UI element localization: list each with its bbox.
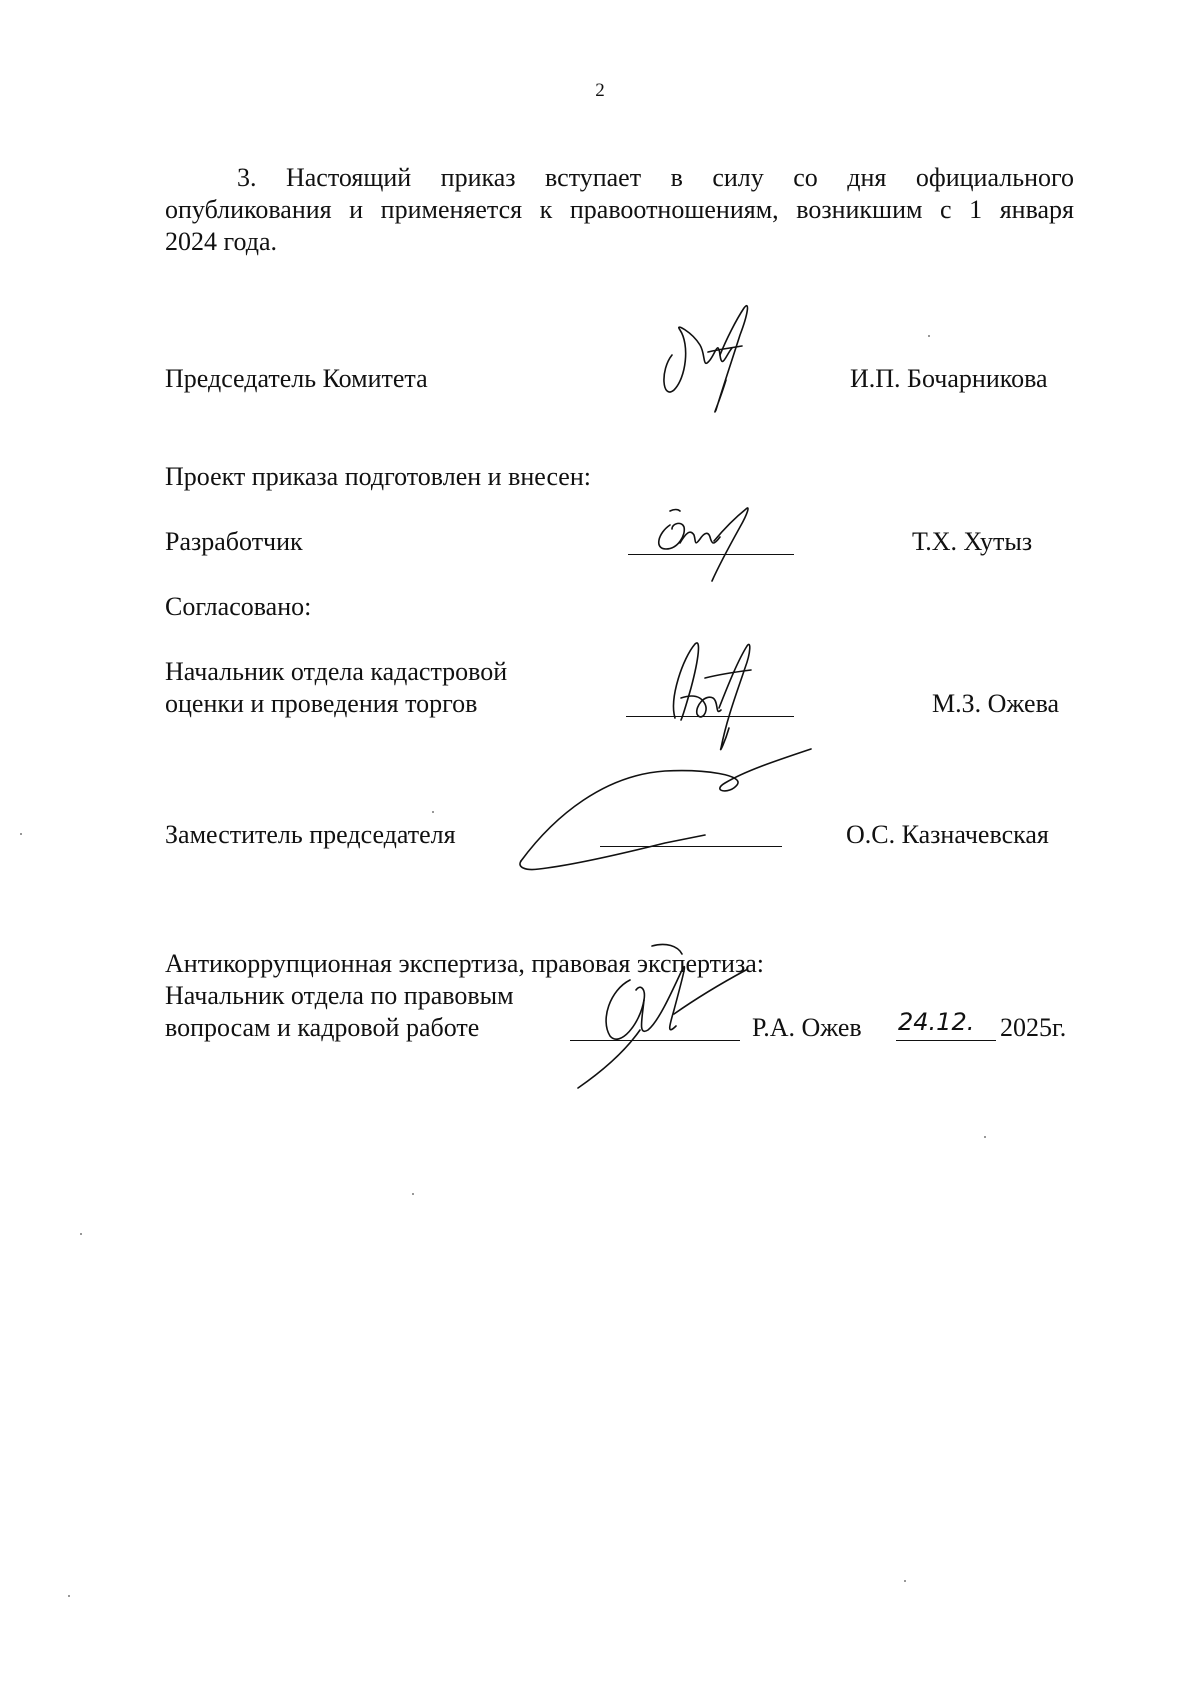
scan-speck — [928, 335, 930, 337]
chairman-title: Председатель Комитета — [165, 364, 428, 393]
cadastral-head-signature — [665, 638, 775, 753]
cadastral-head-name: М.З. Ожева — [932, 689, 1060, 718]
expertise-name: Р.А. Ожев — [752, 1013, 862, 1042]
scan-speck — [20, 833, 22, 835]
cadastral-head-title-line2: оценки и проведения торгов — [165, 689, 478, 718]
deputy-title: Заместитель председателя — [165, 820, 456, 849]
deputy-name: О.С. Казначевская — [846, 820, 1049, 849]
scan-speck — [68, 1595, 70, 1597]
order-paragraph — [165, 162, 1074, 258]
scan-speck — [412, 1193, 414, 1195]
expertise-heading: Антикоррупционная экспертиза, правовая экспертиза: — [165, 949, 764, 978]
cadastral-head-title-line1: Начальник отдела кадастровой — [165, 657, 508, 686]
page-number: 2 — [595, 80, 605, 101]
scan-speck — [904, 1580, 906, 1582]
paragraph-line-3: 2024 года. — [165, 227, 278, 256]
expertise-title-line2: вопросам и кадровой работе — [165, 1013, 480, 1042]
handwritten-date: 24.12. — [898, 1008, 975, 1036]
chairman-name: И.П. Бочарникова — [850, 364, 1048, 393]
agreed-heading: Согласовано: — [165, 592, 312, 621]
paragraph-line-2: опубликования и применяется к правоотношениям, возникшим с 1 января — [165, 195, 1074, 224]
scan-speck — [984, 1136, 986, 1138]
chairman-signature — [660, 300, 760, 415]
date-line — [896, 1040, 996, 1041]
developer-title: Разработчик — [165, 527, 303, 556]
paragraph-line-1: 3. Настоящий приказ вступает в силу со дня официального — [237, 163, 1074, 192]
deputy-signature — [515, 745, 815, 875]
scan-speck — [80, 1233, 82, 1235]
developer-name: Т.Х. Хутыз — [912, 527, 1033, 556]
prepared-heading: Проект приказа подготовлен и внесен: — [165, 462, 591, 491]
scan-speck — [432, 811, 434, 813]
developer-signature — [650, 505, 760, 585]
expertise-title-line1: Начальник отдела по правовым — [165, 981, 514, 1010]
expertise-year: 2025г. — [1000, 1013, 1067, 1042]
expertise-signature — [570, 940, 760, 1090]
